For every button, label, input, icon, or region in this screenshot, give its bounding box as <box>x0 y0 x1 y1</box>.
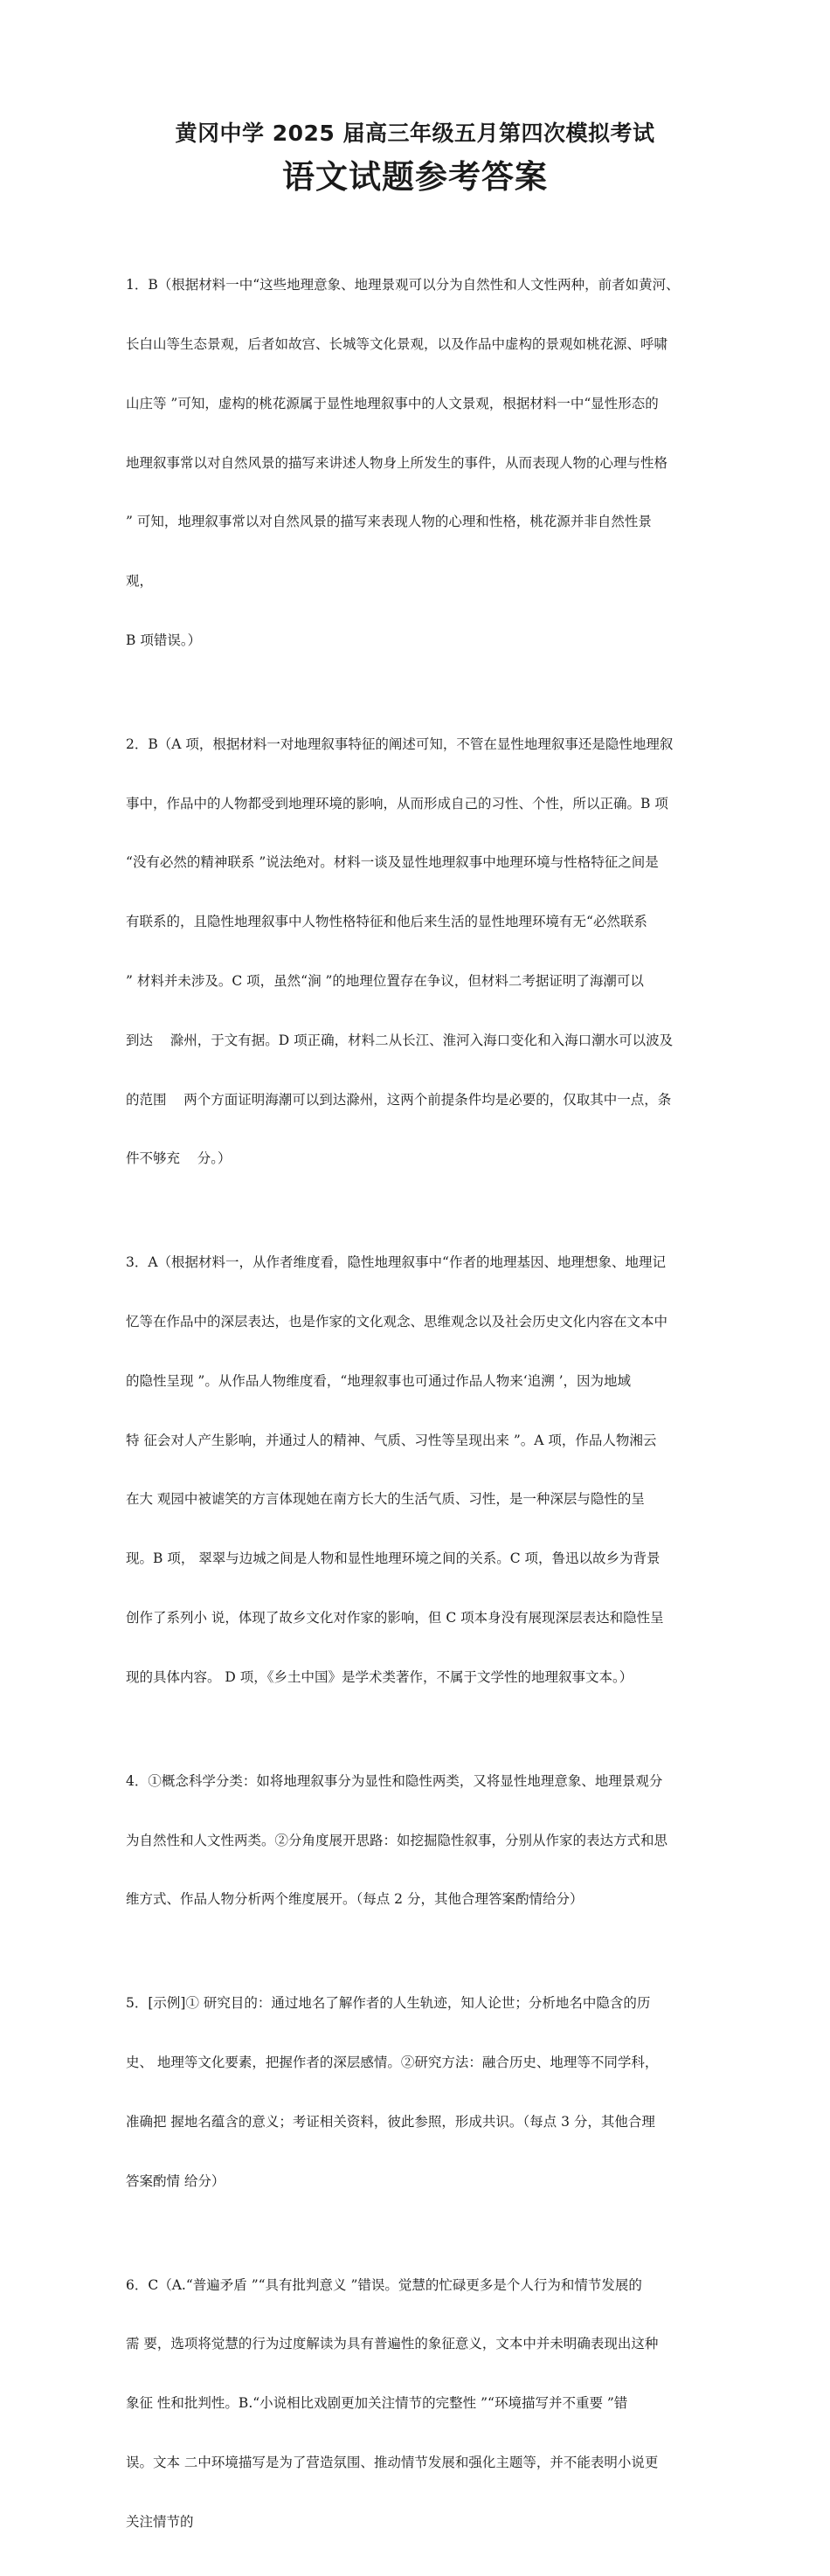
answer-item-1 <box>126 236 713 690</box>
answer-item-5 <box>126 1954 713 2230</box>
answer-item-2 <box>126 695 713 1208</box>
answer-line: 准确把 握地名蕴含的意义；考证相关资料，彼此参照，形成共识。（每点 3 分，其他合理 <box>126 2113 655 2130</box>
answer-line: 答案酌情 给分） <box>126 2172 225 2189</box>
answer-line: 4．①概念科学分类：如将地理叙事分为显性和隐性两类，又将显性地理意象、地理景观分 <box>126 1772 663 1789</box>
answer-line: ” 材料并未涉及。C 项，虽然“涧 ”的地理位置存在争议，但材料二考据证明了海潮可以 <box>126 972 644 989</box>
answer-line: ” 可知，地理叙事常以对自然风景的描写来表现人物的心理和性格，桃花源并非自然性景 <box>126 514 652 530</box>
answer-line: 山庄等 ”可知，虚构的桃花源属于显性地理叙事中的人文景观，根据材料一中“显性形态的 <box>126 395 659 411</box>
answer-item-6 <box>126 2235 713 2571</box>
answer-line: 地理叙事常以对自然风景的描写来讲述人物身上所发生的事件，从而表现人物的心理与性格 <box>126 454 668 471</box>
answer-line: 需 要，选项将觉慧的行为过度解读为具有普遍性的象征意义，文本中并未明确表现出这种 <box>126 2336 659 2352</box>
exam-title: 黄冈中学 2025 届高三年级五月第四次模拟考试 <box>175 121 655 146</box>
answer-line: 史、 地理等文化要素，把握作者的深层感情。②研究方法：融合历史、地理等不同学科， <box>126 2055 659 2071</box>
answer-line: 到达 滁州，于文有据。D 项正确，材料二从长江、淮河入海口变化和入海口潮水可以波及 <box>126 1032 674 1048</box>
answer-line: “没有必然的精神联系 ”说法绝对。材料一谈及显性地理叙事中地理环境与性格特征之间是 <box>126 854 659 871</box>
answer-key-title: 语文试题参考答案 <box>282 158 548 196</box>
answer-line: 误。文本 二中环境描写是为了营造氛围、推动情节发展和强化主题等，并不能表明小说更 <box>126 2454 659 2470</box>
answer-line: 忆等在作品中的深层表达，也是作家的文化观念、思维观念以及社会历史文化内容在文本中 <box>126 1314 668 1330</box>
answer-line: 5．[示例]① 研究目的：通过地名了解作者的人生轨迹，知人论世；分析地名中隐含的历 <box>126 1995 651 2012</box>
answer-line: 1．B（根据材料一中“这些地理意象、地理景观可以分为自然性和人文性两种，前者如黄河、 <box>126 277 680 294</box>
answer-line: 观， <box>126 573 154 590</box>
answer-line: 现。B 项， 翠翠与边城之间是人物和显性地理环境之间的关系。C 项，鲁迅以故乡为背景 <box>126 1550 661 1567</box>
answer-line: 有联系的，且隐性地理叙事中人物性格特征和他后来生活的显性地理环境有无“必然联系 <box>126 914 647 930</box>
answer-line: 长白山等生态景观，后者如故宫、长城等文化景观，以及作品中虚构的景观如桃花源、呼啸 <box>126 335 668 352</box>
answer-line: 为自然性和人文性两类。②分角度展开思路：如挖掘隐性叙事，分别从作家的表达方式和思 <box>126 1832 668 1848</box>
answer-line: B 项错误。） <box>126 632 202 648</box>
answer-line: 的范围 两个方面证明海潮可以到达滁州，这两个前提条件均是必要的，仅取其中一点，条 <box>126 1091 672 1108</box>
answer-line: 在大 观园中被谑笑的方言体现她在南方长大的生活气质、习性，是一种深层与隐性的呈 <box>126 1491 645 1508</box>
answer-line: 关注情节的 <box>126 2513 194 2530</box>
answer-line: 6．C（A.“普遍矛盾 ”“具有批判意义 ”错误。觉慧的忙碌更多是个人行为和情节发展的 <box>126 2276 642 2293</box>
answer-line: 2．B（A 项，根据材料一对地理叙事特征的阐述可知，不管在显性地理叙事还是隐性地理叙 <box>126 736 674 752</box>
answer-line: 创作了系列小 说，体现了故乡文化对作家的影响，但 C 项本身没有展现深层表达和隐性呈 <box>126 1609 664 1626</box>
answer-item-4 <box>126 1732 713 1950</box>
answer-line: 事中，作品中的人物都受到地理环境的影响，从而形成自己的习性、个性，所以正确。B 项 <box>126 795 668 811</box>
answer-line: 特 征会对人产生影响，并通过人的精神、气质、习性等呈现出来 ”。A 项，作品人物湘云 <box>126 1432 657 1448</box>
answer-line: 象征 性和批判性。B.“小说相比戏剧更加关注情节的完整性 ”“环境描写并不重要 ”错 <box>126 2395 628 2412</box>
answer-line: 件不够充 分。） <box>126 1150 232 1167</box>
answer-line: 3．A（根据材料一，从作者维度看，隐性地理叙事中“作者的地理基因、地理想象、地理记 <box>126 1254 666 1271</box>
answer-line: 现的具体内容。 D 项，《乡土中国》是学术类著作，不属于文学性的地理叙事文本。） <box>126 1668 633 1685</box>
answer-line: 的隐性呈现 ”。从作品人物维度看，“地理叙事也可通过作品人物来‘追溯 ’，因为地域 <box>126 1372 632 1389</box>
answer-line: 维方式、作品人物分析两个维度展开。（每点 2 分，其他合理答案酌情给分） <box>126 1891 584 1908</box>
answer-item-3 <box>126 1213 713 1726</box>
answers-body <box>126 236 713 2576</box>
